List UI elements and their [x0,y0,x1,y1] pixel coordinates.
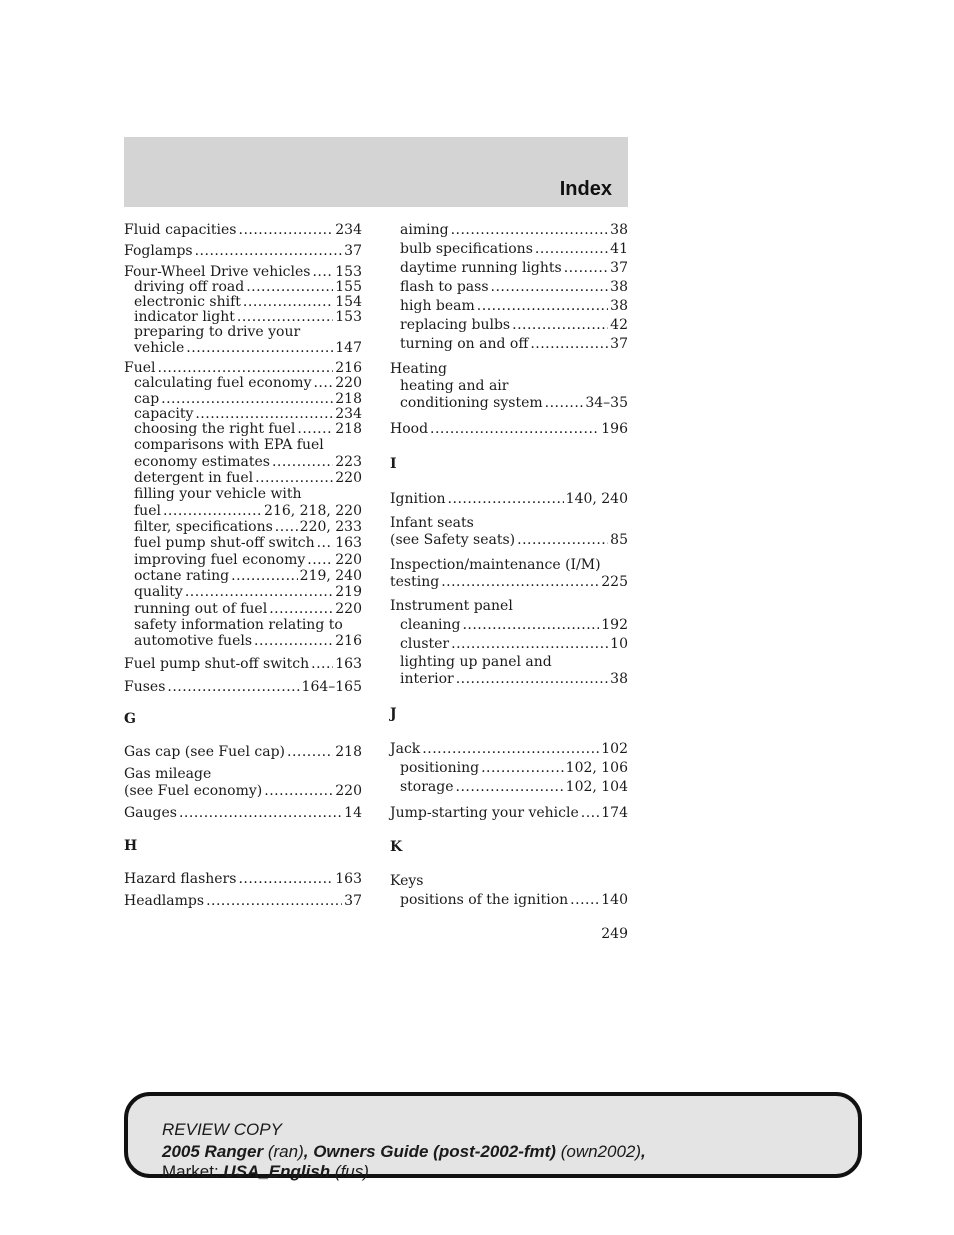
entry-page: 41 [610,241,628,257]
entry-label: lighting up panel and [400,654,552,670]
entry-page: 164–165 [301,679,362,695]
entry-page: 218 [335,744,362,760]
entry-page: 37 [610,336,628,352]
entry-label: turning on and off [400,336,529,352]
entry-label: cleaning [400,617,461,633]
dot-leader [451,636,608,652]
entry-label: interior [400,671,454,687]
entry-label: cluster [400,636,450,652]
entry-page: 155 [335,279,362,295]
index-left-column [124,222,362,912]
entry-page: 102 [601,741,628,757]
entry-label: detergent in fuel [134,470,254,486]
index-entry [124,568,362,584]
entry-label: Headlamps [124,893,205,909]
entry-page: 220 [335,783,362,799]
model-code: (ran) [267,1142,304,1161]
dot-leader [163,503,262,519]
index-entry [390,636,628,652]
index-entry [390,279,628,295]
index-entry [390,361,628,377]
index-entry [124,617,362,633]
index-entry [390,557,628,573]
section-letter: J [390,706,397,722]
dot-leader [312,264,333,280]
entry-label: Four-Wheel Drive vehicles [124,264,311,280]
guide-name: , Owners Guide (post-2002-fmt) [303,1142,556,1161]
index-entry [124,375,362,391]
entry-label: quality [134,584,183,600]
index-entry [124,243,362,259]
entry-label: Gauges [124,805,177,821]
dot-leader [311,656,333,672]
entry-page: 220 [335,470,362,486]
dot-leader [477,298,608,314]
dot-leader [179,805,342,821]
entry-page: 102, 106 [565,760,628,776]
index-entry [390,532,628,548]
entry-page: 163 [335,535,362,551]
dot-leader [264,783,333,799]
entry-label: preparing to drive your [134,324,301,340]
dot-leader [581,805,599,821]
entry-page: 140, 240 [565,491,628,507]
entry-page: 216, 218, 220 [264,503,362,519]
entry-label: filling your vehicle with [134,486,302,502]
entry-page: 216 [335,633,362,649]
dot-leader [317,535,334,551]
dot-leader [195,406,333,422]
entry-page: 14 [344,805,362,821]
dot-leader [231,568,298,584]
entry-label: fuel [134,503,161,519]
entry-page: 192 [601,617,628,633]
index-entry [124,391,362,407]
index-entry [390,260,628,276]
entry-label: positions of the ignition [400,892,569,908]
entry-page: 37 [344,243,362,259]
index-entry [390,671,628,687]
dot-leader [564,260,608,276]
index-entry [124,360,362,376]
entry-label: octane rating [134,568,230,584]
entry-label: driving off road [134,279,245,295]
index-entry [390,421,628,437]
review-copy-footer [124,1092,862,1181]
entry-label: bulb specifications [400,241,533,257]
dot-leader [517,532,608,548]
market-code: (fus) [334,1162,369,1181]
entry-label: Fluid capacities [124,222,237,238]
entry-label: Instrument panel [390,598,513,614]
entry-page: 38 [610,671,628,687]
index-entry [390,515,628,531]
entry-page: 219 [335,584,362,600]
entry-label: Keys [390,873,424,889]
index-entry [124,744,362,760]
dot-leader [167,679,299,695]
entry-label: aiming [400,222,449,238]
entry-label: safety information relating to [134,617,343,633]
entry-label: Hazard flashers [124,871,237,887]
entry-page: 140 [601,892,628,908]
entry-label: Jump-starting your vehicle [390,805,579,821]
index-entry [124,486,362,502]
dot-leader [481,760,564,776]
index-entry [124,437,362,453]
dot-leader [462,617,599,633]
dot-leader [313,375,333,391]
dot-leader [237,309,333,325]
section-letter: H [124,838,138,854]
entry-page: 34–35 [585,395,628,411]
market-name: USA_English [223,1162,331,1181]
entry-label: Gas cap (see Fuel cap) [124,744,285,760]
index-entry [124,406,362,422]
entry-label: indicator light [134,309,235,325]
index-entry [390,336,628,352]
section-letter: K [390,839,403,855]
index-entry [124,633,362,649]
dot-leader [161,391,333,407]
entry-label: Foglamps [124,243,193,259]
index-entry [390,491,628,507]
entry-label: fuel pump shut-off switch [134,535,315,551]
index-entry [124,893,362,909]
entry-label: comparisons with EPA fuel [134,437,324,453]
entry-label: calculating fuel economy [134,375,312,391]
entry-page: 85 [610,532,628,548]
index-entry [124,279,362,295]
index-entry [124,264,362,280]
entry-page: 220 [335,601,362,617]
entry-label: running out of fuel [134,601,268,617]
index-entry [124,324,362,340]
index-entry [390,779,628,795]
index-entry [390,892,628,908]
index-entry [390,654,628,670]
index-entry [390,298,628,314]
entry-page: 38 [610,279,628,295]
entry-page: 225 [601,574,628,590]
index-header-band [124,137,628,207]
entry-label: positioning [400,760,480,776]
index-right-column [390,222,628,912]
index-entry [124,871,362,887]
dot-leader [297,421,333,437]
section-letter: I [390,456,397,472]
index-entry [124,584,362,600]
dot-leader [545,395,584,411]
dot-leader [307,552,333,568]
dot-leader [269,601,333,617]
review-label: REVIEW COPY [162,1120,282,1139]
entry-page: 218 [335,421,362,437]
entry-page: 153 [335,264,362,280]
dot-leader [448,491,564,507]
entry-label: Hood [390,421,429,437]
entry-page: 218 [335,391,362,407]
entry-label: Gas mileage [124,766,212,782]
entry-label: Fuel [124,360,156,376]
entry-page: 163 [335,871,362,887]
dot-leader [272,454,333,470]
dot-leader [570,892,599,908]
footer-comma: , [641,1142,646,1161]
dot-leader [451,222,609,238]
index-entry [390,760,628,776]
entry-label: economy estimates [134,454,270,470]
dot-leader [491,279,609,295]
entry-label: choosing the right fuel [134,421,296,437]
dot-leader [185,584,333,600]
entry-label: flash to pass [400,279,489,295]
dot-leader [206,893,342,909]
entry-label: Inspection/maintenance (I/M) [390,557,601,573]
entry-page: 220 [335,375,362,391]
index-entry [124,552,362,568]
page-number: 249 [601,926,628,942]
entry-label: (see Fuel economy) [124,783,263,799]
dot-leader [456,779,564,795]
entry-label: Ignition [390,491,446,507]
entry-label: automotive fuels [134,633,253,649]
model-name: 2005 Ranger [162,1142,264,1161]
dot-leader [275,519,298,535]
market-label: Market: [162,1162,219,1181]
entry-page: 37 [610,260,628,276]
entry-label: Jack [390,741,421,757]
index-entry [390,378,628,394]
entry-page: 37 [344,893,362,909]
index-entry [390,598,628,614]
dot-leader [530,336,608,352]
dot-leader [512,317,608,333]
dot-leader [430,421,599,437]
entry-page: 234 [335,406,362,422]
index-entry [390,741,628,757]
entry-label: Fuel pump shut-off switch [124,656,310,672]
index-entry [124,601,362,617]
entry-label: testing [390,574,440,590]
dot-leader [535,241,608,257]
entry-label: vehicle [134,340,185,356]
entry-page: 174 [601,805,628,821]
index-entry [124,454,362,470]
index-entry [124,294,362,310]
index-entry [124,340,362,356]
index-entry [390,317,628,333]
index-entry [390,617,628,633]
entry-label: heating and air [400,378,509,394]
index-entry [390,222,628,238]
entry-page: 223 [335,454,362,470]
entry-page: 216 [335,360,362,376]
entry-label: Heating [390,361,447,377]
entry-page: 147 [335,340,362,356]
dot-leader [441,574,599,590]
entry-label: daytime running lights [400,260,562,276]
index-entry [124,535,362,551]
entry-label: replacing bulbs [400,317,511,333]
entry-label: Fuses [124,679,166,695]
dot-leader [254,633,333,649]
index-entry [124,783,362,799]
index-entry [124,519,362,535]
entry-page: 38 [610,222,628,238]
page-title: Index [559,178,612,200]
index-entry [390,241,628,257]
index-entry [124,421,362,437]
index-entry [124,222,362,238]
entry-page: 219, 240 [299,568,362,584]
section-letter: G [124,711,136,727]
index-entry [124,805,362,821]
entry-label: storage [400,779,454,795]
entry-label: conditioning system [400,395,543,411]
entry-label: (see Safety seats) [390,532,516,548]
entry-label: filter, specifications [134,519,273,535]
index-entry [124,766,362,782]
entry-page: 154 [335,294,362,310]
dot-leader [246,279,333,295]
entry-page: 163 [335,656,362,672]
entry-page: 220, 233 [299,519,362,535]
entry-label: Infant seats [390,515,474,531]
entry-page: 38 [610,298,628,314]
entry-label: capacity [134,406,194,422]
guide-code: (own2002) [560,1142,642,1161]
entry-label: high beam [400,298,475,314]
index-entry [390,574,628,590]
index-entry [124,503,362,519]
index-entry [390,395,628,411]
dot-leader [456,671,608,687]
entry-label: improving fuel economy [134,552,306,568]
dot-leader [158,360,334,376]
entry-page: 220 [335,552,362,568]
dot-leader [287,744,333,760]
index-entry [124,679,362,695]
entry-page: 102, 104 [565,779,628,795]
entry-label: electronic shift [134,294,241,310]
entry-page: 42 [610,317,628,333]
index-entry [124,656,362,672]
index-entry [124,309,362,325]
index-entry [390,873,628,889]
index-entry [124,470,362,486]
entry-page: 196 [601,421,628,437]
dot-leader [422,741,599,757]
index-entry [390,805,628,821]
dot-leader [243,294,333,310]
dot-leader [238,871,333,887]
entry-page: 10 [610,636,628,652]
dot-leader [195,243,343,259]
entry-page: 234 [335,222,362,238]
dot-leader [255,470,333,486]
entry-label: cap [134,391,160,407]
dot-leader [186,340,333,356]
dot-leader [239,222,334,238]
entry-page: 153 [335,309,362,325]
